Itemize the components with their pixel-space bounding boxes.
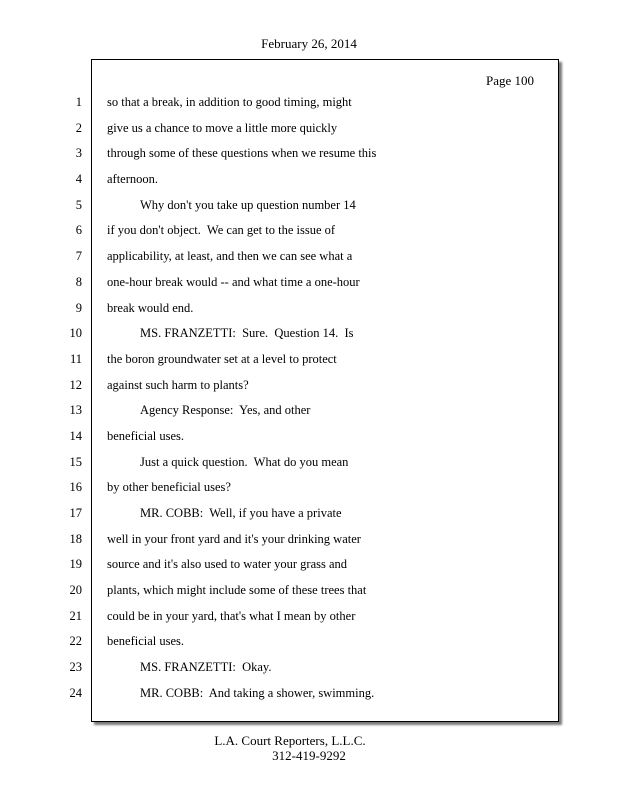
line-number: 1 bbox=[75, 95, 82, 109]
transcript-line: by other beneficial uses? bbox=[107, 480, 231, 495]
line-number: 3 bbox=[75, 146, 82, 161]
transcript-line: Just a quick question. What do you mean bbox=[140, 454, 349, 469]
transcript-line: break would end. bbox=[107, 300, 194, 315]
line-number: 23 bbox=[69, 660, 82, 675]
line-number: 18 bbox=[69, 531, 82, 546]
transcript-line: the boron groundwater set at a level to protect bbox=[107, 351, 337, 366]
transcript-line: could be in your yard, that's what I mean by other bbox=[107, 608, 356, 623]
line-number-column bbox=[50, 94, 82, 711]
transcript-line: through some of these questions when we resume this bbox=[107, 146, 377, 161]
footer-phone: 312-419-9292 bbox=[272, 748, 346, 763]
line-number: 10 bbox=[69, 326, 82, 341]
transcript-body bbox=[107, 94, 547, 711]
transcript-line: so that a break, in addition to good timing, might bbox=[107, 95, 352, 109]
line-number: 4 bbox=[75, 172, 82, 187]
header-date: February 26, 2014 bbox=[261, 36, 357, 51]
transcript-line: MR. COBB: And taking a shower, swimming. bbox=[140, 685, 375, 700]
footer-company: L.A. Court Reporters, L.L.C. bbox=[214, 733, 366, 748]
transcript-line: source and it's also used to water your grass and bbox=[107, 557, 348, 572]
line-number: 21 bbox=[69, 608, 82, 623]
transcript-line: MS. FRANZETTI: Okay. bbox=[140, 660, 272, 675]
line-number: 2 bbox=[75, 120, 82, 135]
line-number: 14 bbox=[69, 428, 82, 443]
line-number: 9 bbox=[75, 300, 82, 315]
line-number: 8 bbox=[75, 274, 82, 289]
line-number: 22 bbox=[69, 634, 82, 649]
line-number: 12 bbox=[69, 377, 82, 392]
line-number: 17 bbox=[69, 506, 82, 520]
transcript-line: beneficial uses. bbox=[107, 428, 185, 443]
line-number: 11 bbox=[69, 351, 82, 366]
transcript-line: Why don't you take up question number 14 bbox=[140, 197, 356, 212]
transcript-line: plants, which might include some of these trees that bbox=[107, 583, 367, 598]
transcript-line: MR. COBB: Well, if you have a private bbox=[140, 506, 342, 520]
line-number: 7 bbox=[75, 249, 82, 264]
line-number: 19 bbox=[69, 557, 82, 572]
transcript-line: give us a chance to move a little more quickly bbox=[107, 120, 338, 135]
line-number: 13 bbox=[69, 403, 82, 418]
transcript-line: against such harm to plants? bbox=[107, 377, 249, 392]
transcript-line: afternoon. bbox=[107, 172, 159, 187]
line-number: 24 bbox=[69, 685, 82, 700]
line-number: 20 bbox=[69, 583, 82, 598]
transcript-line: Agency Response: Yes, and other bbox=[140, 403, 311, 418]
transcript-line: MS. FRANZETTI: Sure. Question 14. Is bbox=[140, 326, 354, 341]
line-number: 5 bbox=[75, 197, 82, 212]
transcript-line: if you don't object. We can get to the issue of bbox=[107, 223, 336, 238]
transcript-line: applicability, at least, and then we can see what a bbox=[107, 249, 353, 264]
page-number: Page 100 bbox=[486, 73, 535, 88]
line-number: 15 bbox=[69, 454, 82, 469]
line-number: 6 bbox=[75, 223, 82, 238]
transcript-line: one-hour break would -- and what time a one-hour bbox=[107, 274, 360, 289]
line-number: 16 bbox=[69, 480, 82, 495]
transcript-line: well in your front yard and it's your drinking water bbox=[107, 531, 361, 546]
transcript-line: beneficial uses. bbox=[107, 634, 185, 649]
